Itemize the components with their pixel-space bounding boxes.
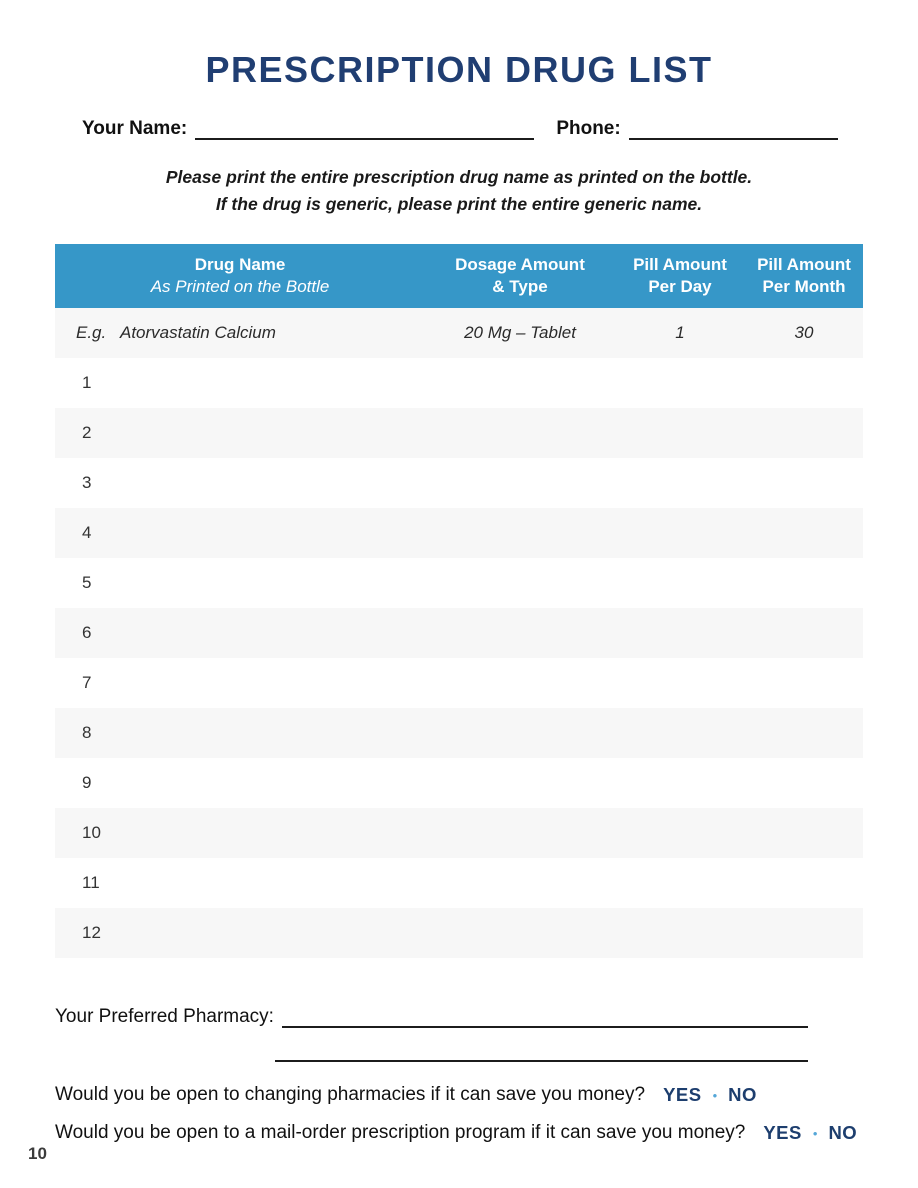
row-number: 7 bbox=[82, 673, 92, 693]
name-field-line[interactable] bbox=[195, 116, 534, 140]
phone-label: Phone: bbox=[556, 118, 621, 139]
yes-no-choice bbox=[763, 1122, 857, 1144]
row-number: 5 bbox=[82, 573, 92, 593]
table-row[interactable] bbox=[55, 608, 863, 658]
row-number: 12 bbox=[82, 923, 101, 943]
yes-no-choice bbox=[663, 1084, 757, 1106]
row-number: 8 bbox=[82, 723, 92, 743]
row-number: 3 bbox=[82, 473, 92, 493]
example-per-day: 1 bbox=[675, 323, 685, 343]
row-number: 4 bbox=[82, 523, 92, 543]
row-number: 6 bbox=[82, 623, 92, 643]
page-number: 10 bbox=[28, 1144, 47, 1163]
table-row[interactable] bbox=[55, 508, 863, 558]
name-label: Your Name: bbox=[82, 118, 188, 139]
question-changing-pharmacies bbox=[55, 1084, 863, 1106]
example-row bbox=[55, 308, 863, 358]
yes-option[interactable]: YES bbox=[763, 1122, 802, 1144]
instructions-line2: If the drug is generic, please print the entire generic name. bbox=[215, 194, 703, 215]
header-drug-name: Drug Name As Printed on the Bottle bbox=[150, 255, 330, 297]
example-dosage: 20 Mg – Tablet bbox=[464, 323, 576, 343]
table-row[interactable] bbox=[55, 758, 863, 808]
pharmacy-field-line[interactable] bbox=[282, 1004, 808, 1028]
no-option[interactable]: NO bbox=[728, 1084, 757, 1106]
row-number: 11 bbox=[82, 873, 100, 893]
table-row[interactable] bbox=[55, 808, 863, 858]
phone-field-line[interactable] bbox=[629, 116, 838, 140]
table-row[interactable] bbox=[55, 458, 863, 508]
row-number: 2 bbox=[82, 423, 92, 443]
table-row[interactable] bbox=[55, 708, 863, 758]
table-row[interactable] bbox=[55, 558, 863, 608]
pharmacy-field-line2[interactable] bbox=[275, 1038, 808, 1062]
no-option[interactable]: NO bbox=[828, 1122, 858, 1144]
instructions-line1: Please print the entire prescription drug name as printed on the bottle. bbox=[165, 167, 753, 187]
table-row[interactable] bbox=[55, 408, 863, 458]
pharmacy-row bbox=[55, 1004, 808, 1028]
example-label: E.g. bbox=[76, 323, 107, 343]
table-header-row bbox=[55, 244, 863, 308]
header-pill-per-day: Pill Amount Per Day bbox=[633, 255, 727, 297]
name-phone-row bbox=[82, 116, 838, 140]
example-per-month: 30 bbox=[794, 323, 814, 343]
header-pill-per-month: Pill Amount Per Month bbox=[757, 255, 851, 297]
question-text: Would you be open to a mail-order prescription program if it can save you money? bbox=[55, 1122, 746, 1144]
table-row[interactable] bbox=[55, 858, 863, 908]
drug-rows bbox=[55, 358, 863, 958]
example-drug-name bbox=[55, 323, 425, 343]
yes-option[interactable]: YES bbox=[663, 1084, 702, 1106]
table-row[interactable] bbox=[55, 908, 863, 958]
drug-table bbox=[55, 244, 863, 958]
example-drug-value: Atorvastatin Calcium bbox=[120, 323, 276, 343]
question-mail-order bbox=[55, 1122, 863, 1144]
dot-separator-icon: • bbox=[712, 1087, 718, 1103]
header-dosage: Dosage Amount & Type bbox=[455, 255, 585, 297]
pharmacy-label: Your Preferred Pharmacy: bbox=[55, 1006, 274, 1028]
dot-separator-icon: • bbox=[812, 1125, 818, 1141]
row-number: 9 bbox=[82, 773, 92, 793]
table-row[interactable] bbox=[55, 358, 863, 408]
question-text: Would you be open to changing pharmacies if it can save you money? bbox=[55, 1084, 646, 1106]
table-row[interactable] bbox=[55, 658, 863, 708]
row-number: 1 bbox=[82, 373, 92, 393]
page-title: PRESCRIPTION DRUG LIST bbox=[205, 49, 713, 90]
instructions bbox=[0, 164, 918, 218]
row-number: 10 bbox=[82, 823, 101, 843]
